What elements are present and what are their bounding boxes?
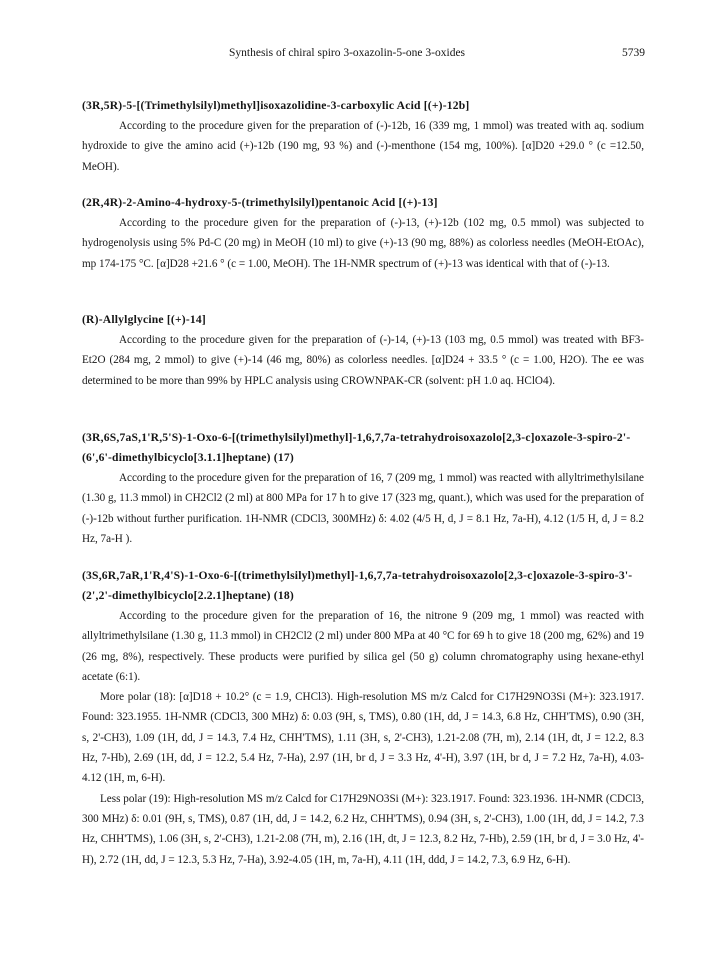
paragraph: Less polar (19): High-resolution MS m/z Calcd for C17H29NO3Si (M+): 323.1917. Found: 323.1936. 1H-NMR (CDCl3, 300 MHz) δ: 0.01 (9H, s, TMS), 0.87 (1H, dd, J = 14.2, 6.2 Hz, CHH'TMS), 0.94 (3H, s, 2'-CH3), 1.00 (1H, dd, J = 14.2, 7.3 Hz, CHH'TMS), 1.06 (3H, s, 2'-CH3), 1.21-2.08 (7H, m), 2.16 (1H, dt, J = 12.3, 8.2 Hz, 7-Hb), 2.59 (1H, br d, J = 3.0 Hz, 4'-H), 2.72 (1H, dd, J = 12.3, 5.3 Hz, 7-Ha), 3.92-4.05 (1H, m, 7a-H), 4.11 (1H, ddd, J = 14.2, 7.3, 6.9 Hz, 6-H). (82, 792, 644, 866)
section-heading: (3R,6S,7aS,1'R,5'S)-1-Oxo-6-[(trimethylsilyl)methyl]-1,6,7,7a-tetrahydroisoxazolo[2,3-c]oxazole-3-spiro-2'-(6',6'-dimethylbicyclo[3.1.1]heptane) (17) (82, 431, 631, 464)
paragraph: According to the procedure given for the preparation of (-)-14, (+)-13 (103 mg, 0.5 mmol) was treated with BF3-Et2O (284 mg, 2 mmol) to give (+)-14 (46 mg, 80%) as colorless needles. [α]D24 + 33.5 ° (c = 1.00, H2O). The ee was determined to be more than 99% by HPLC analysis using CROWNPAK-CR (solvent: pH 1.0 aq. HClO4). (82, 334, 644, 387)
section-heading: (R)-Allylglycine [(+)-14] (82, 313, 206, 326)
paragraph: According to the procedure given for the preparation of (-)-13, (+)-12b (102 mg, 0.5 mmol) was subjected to hydrogenolysis using 5% Pd-C (20 mg) in MeOH (10 ml) to give (+)-13 (90 mg, 88%) as colorless needles (MeOH-EtOAc), mp 174-175 °C. [α]D28 +21.6 ° (c = 1.00, MeOH). The 1H-NMR spectrum of (+)-13 was identical with that of (-)-13. (82, 217, 644, 270)
page-number: 5739 (622, 47, 645, 59)
section-compound-14 (82, 310, 644, 391)
section-compound-18 (82, 566, 644, 870)
section-compound-13 (82, 193, 644, 274)
paragraph: According to the procedure given for the preparation of (-)-12b, 16 (339 mg, 1 mmol) was treated with aq. sodium hydroxide to give the amino acid (+)-12b (190 mg, 93 %) and (-)-menthone (154 mg, 100%). [α]D20 +29.0 ° (c =12.50, MeOH). (82, 120, 644, 173)
section-heading: (3R,5R)-5-[(Trimethylsilyl)methyl]isoxazolidine-3-carboxylic Acid [(+)-12b] (82, 99, 470, 112)
running-head (0, 47, 711, 63)
running-title: Synthesis of chiral spiro 3-oxazolin-5-one 3-oxides (229, 47, 466, 59)
paragraph: According to the procedure given for the preparation of 16, 7 (209 mg, 1 mmol) was reacted with allyltrimethylsilane (1.30 g, 11.3 mmol) in CH2Cl2 (2 ml) at 800 MPa for 17 h to give 17 (323 mg, quant.), which was used for the preparation of (-)-12b without further purification. 1H-NMR (CDCl3, 300MHz) δ: 4.02 (4/5 H, d, J = 8.1 Hz, 7a-H), 4.12 (1/5 H, d, J = 8.2 Hz, 7a-H ). (82, 472, 644, 545)
section-compound-17 (82, 428, 644, 549)
section-heading: (2R,4R)-2-Amino-4-hydroxy-5-(trimethylsilyl)pentanoic Acid [(+)-13] (82, 196, 438, 209)
section-heading: (3S,6R,7aR,1'R,4'S)-1-Oxo-6-[(trimethylsilyl)methyl]-1,6,7,7a-tetrahydroisoxazolo[2,3-c]oxazole-3-spiro-3'-(2',2'-dimethylbicyclo[2.2.1]heptane) (18) (82, 569, 633, 602)
paragraph: More polar (18): [α]D18 + 10.2° (c = 1.9, CHCl3). High-resolution MS m/z Calcd for C17H29NO3Si (M+): 323.1917. Found: 323.1955. 1H-NMR (CDCl3, 300 MHz) δ: 0.03 (9H, s, TMS), 0.80 (1H, dd, J = 14.3, 6.8 Hz, CHH'TMS), 0.90 (3H, s, 2'-CH3), 1.09 (1H, dd, J = 14.3, 7.4 Hz, CHH'TMS), 1.11 (3H, s, 2'-CH3), 1.21-2.08 (7H, m), 2.14 (1H, dt, J = 12.2, 8.3 Hz, 7-Hb), 2.69 (1H, dd, J = 12.2, 5.4 Hz, 7-Ha), 2.97 (1H, br d, J = 3.3 Hz, 4'-H), 3.97 (1H, br d, J = 7.2 Hz, 7a-H), 4.03-4.12 (1H, m, 6-H). (82, 691, 644, 785)
section-compound-12b (82, 96, 644, 177)
paragraph: According to the procedure given for the preparation of 16, the nitrone 9 (209 mg, 1 mmol) was reacted with allyltrimethylsilane (1.30 g, 11.3 mmol) in CH2Cl2 (2 ml) under 800 MPa at 40 °C for 69 h to give 18 (200 mg, 62%) and 19 (26 mg, 8%), respectively. These products were purified by silica gel (50 g) column chromatography using hexane-ethyl acetate (6:1). (82, 610, 644, 683)
